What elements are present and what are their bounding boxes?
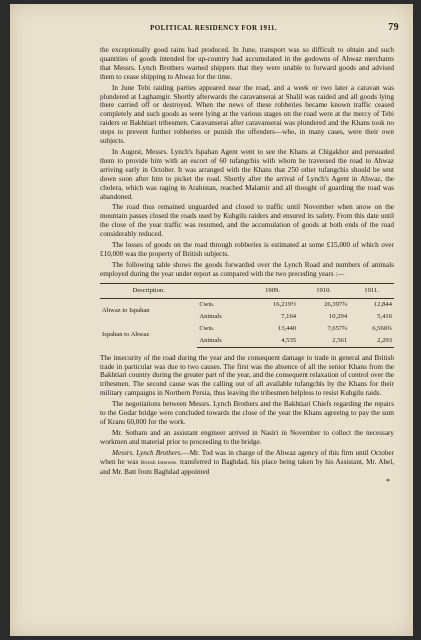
- paragraph: The losses of goods on the road through robberies is estimated at some £15,000 of which over £10,000 was the property of British subjects.: [100, 241, 394, 258]
- paragraph: In June Tebi raiding parties appeared near the road, and a week or two later a caravan was plundered at Laghamgir. Shortly afterwards the caravanserai at Shalil was raided and all goods lying there carried off or destroyed. When the news of these robberies became known traffic ceased completely and such goods as were lying at the various stages on the road were at the mercy of Tebi raiders or Bakhtiari tribesmen. Caravanserai after caravanserai was plundered and the Khans took no steps to prevent further robberies or punish the offenders—who, in many cases, were their own subjects.: [100, 83, 394, 146]
- row-label: Cwts.: [199, 300, 215, 308]
- paragraph: the exceptionally good rains had produced. In June, transport was so difficult to obtain and such quantities of goods intended for up-country had accumulated in the godowns of Ahwaz merchants that Messrs. Lynch Brothers warned shippers that they were unable to forward goods and advised them to cease shipping to Ahwaz for the time.: [100, 46, 394, 81]
- cell-1911: 12,844: [373, 300, 392, 308]
- paragraph: In August, Messrs. Lynch's Ispahan Agent went to see the Khans at Chigakhor and persuaded them to provide him with an escort of 60 tufangchis with whom he traversed the road to Ahwaz arriving early in October. It was arranged with the Khans that 250 other tufangchis should be sent down soon after him to picket the road. Shortly after the arrival of Lynch's Agent in Ahwaz, the cholera, which was raging in Arabistan, reached Malamir and all thought of guarding the road was abandoned.: [100, 147, 394, 201]
- row-label: Animals: [197, 335, 247, 348]
- cell-1910: 10,294: [329, 312, 348, 320]
- paragraph: The insecurity of the road during the year and the consequent damage to trade in general and British trade in particular was due to two causes. The first was the absence of all the senior Khans from the Bakhtiari country during the greater part of the year, and the consequent relaxation of control over the tribesmen. The second cause was the calling out of all available tufangchis by the Khans for their military campaigns in Northern Persia, thus leaving the tribesmen helpless to resist Kuhgilu raids.: [100, 353, 394, 398]
- paragraph: Mr. Sotham and an assistant engineer arrived in Nasiri in November to collect the necessary workmen and material prior to proceeding to the bridge.: [100, 428, 394, 446]
- row-label: Cwts.: [199, 324, 215, 332]
- paragraph: [100, 449, 394, 477]
- document-page: [10, 4, 413, 636]
- margin-note: British Interests.: [140, 459, 178, 466]
- paragraph-text: —Mr. Tod was in charge of the Ahwaz agency of this firm until October when he was: [100, 448, 394, 466]
- cell-1911: 5,416: [377, 312, 392, 320]
- table-row: [100, 298, 394, 311]
- paragraph: The road thus remained unguarded and closed to traffic until November when snow on the mountain passes closed the roads used by Kuhgilu raiders and ensured its safety. From this date until the close of the year traffic was resumed, and the accumulation of goods at both ends of the road considerably reduced.: [100, 203, 394, 239]
- traffic-table: [100, 283, 394, 348]
- cell-1909: 7,164: [281, 312, 297, 320]
- column-header: 1909.: [247, 283, 298, 298]
- column-header: 1911.: [349, 283, 394, 298]
- page-body: [100, 46, 394, 487]
- route-label: Ispahan to Ahwaz: [102, 330, 150, 338]
- paragraph: The following table shows the goods forwarded over the Lynch Road and numbers of animals employed during the year under report as compared with the two preceding years :—: [100, 260, 394, 278]
- column-header: Description.: [100, 283, 197, 298]
- paragraph: The negotiations between Messrs. Lynch Brothers and the Bakhtiari Chiefs regarding the repairs to the Godar bridge were concluded towards the close of the year the Khans agreeing to pay the sum of Krans 60,000 for the work.: [100, 400, 394, 426]
- cell-1909: 16,219½: [273, 300, 297, 308]
- asterisk-mark: *: [386, 477, 390, 487]
- column-header: 1910.: [298, 283, 349, 298]
- running-title: POLITICAL RESIDENCY FOR 1911.: [150, 24, 277, 32]
- page-header: [28, 24, 399, 38]
- cell-1910: 26,397¾: [324, 300, 348, 308]
- page-number: 79: [388, 22, 399, 33]
- cell-1910: 7,657¾: [327, 324, 348, 332]
- cell-1911: 6,560¾: [372, 324, 392, 332]
- cell-1909: 4,535: [247, 335, 298, 348]
- section-heading: Messrs. Lynch Brothers.: [112, 448, 183, 457]
- cell-1911: 2,293: [349, 335, 394, 348]
- row-label: Animals: [199, 312, 222, 320]
- route-label: Ahwaz to Ispahan: [102, 306, 150, 314]
- table-row: [100, 323, 394, 335]
- cell-1909: 13,440: [277, 324, 297, 332]
- paragraph-text: transferred to Baghdad, his place being taken by his Assistant, Mr. Abel, and Mr. Batt from Baghdad appointed: [100, 457, 395, 476]
- cell-1910: 2,561: [298, 335, 349, 348]
